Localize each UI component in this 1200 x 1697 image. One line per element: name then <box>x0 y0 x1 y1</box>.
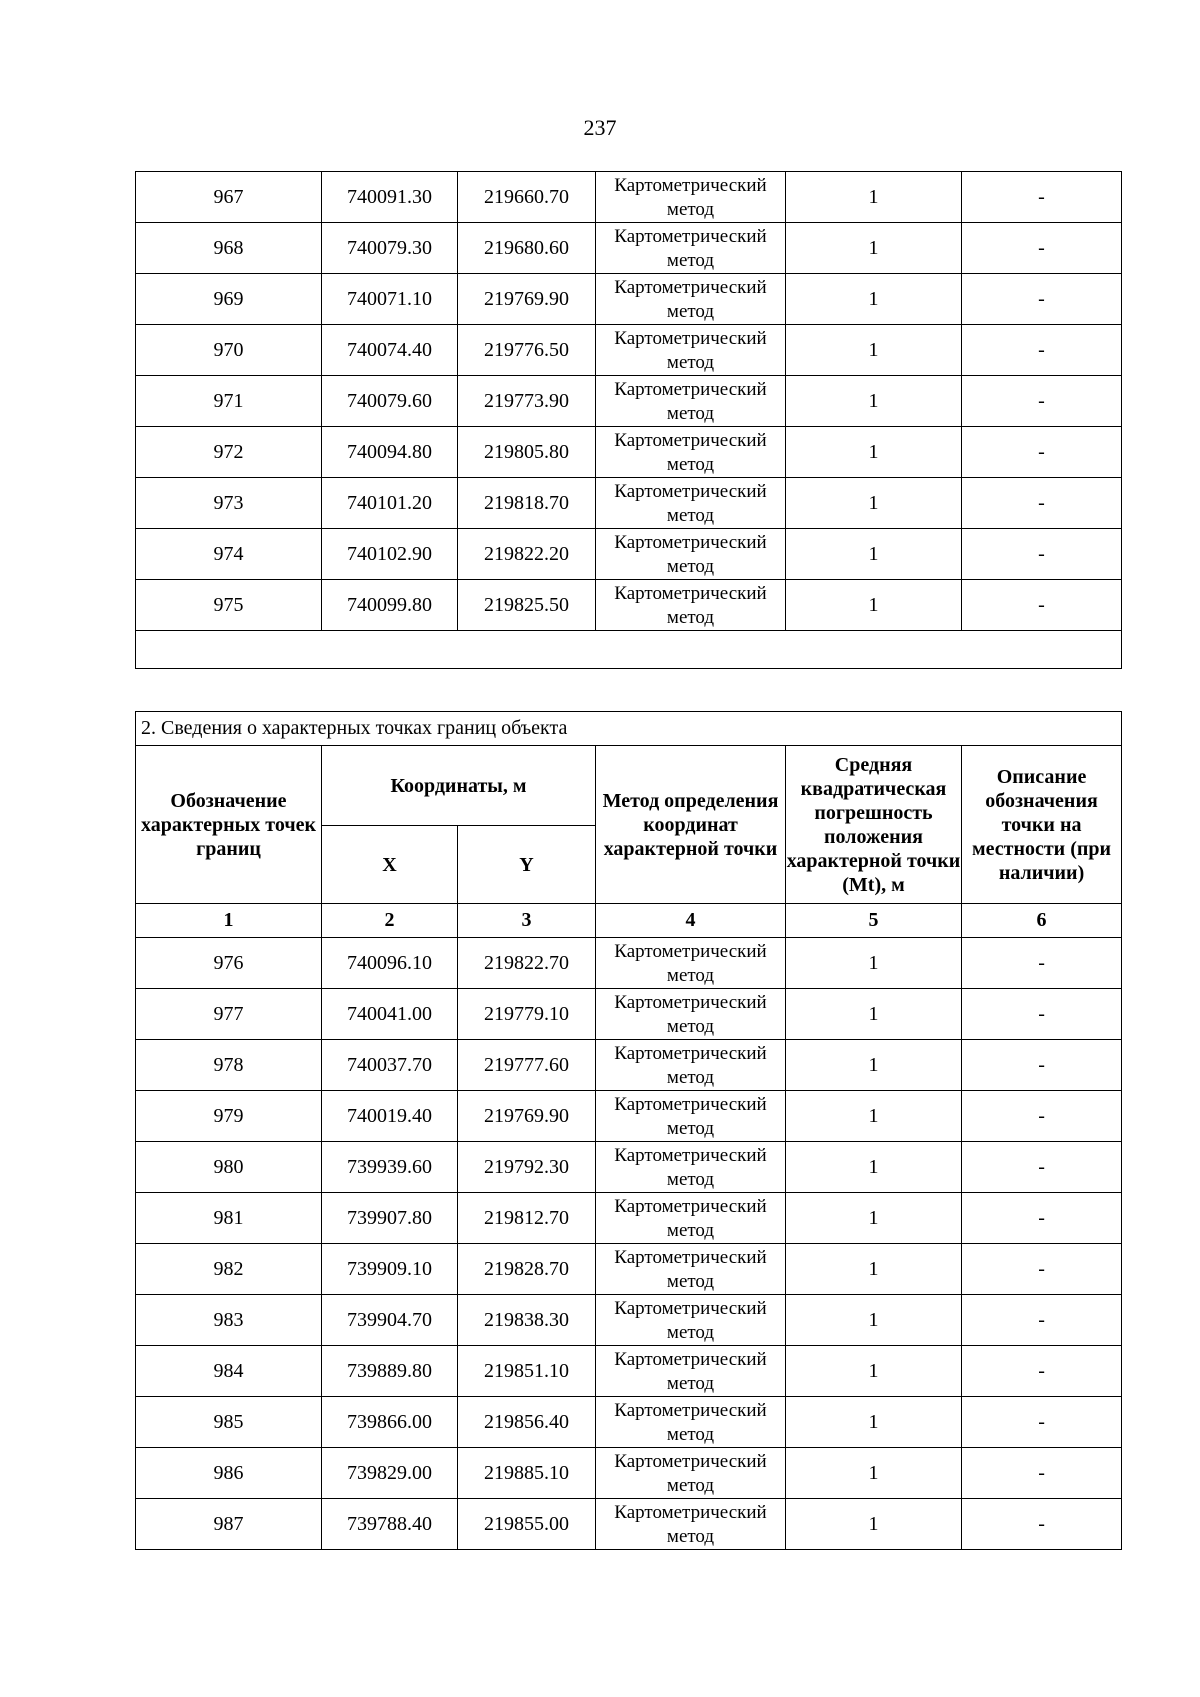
x-coordinate-cell: 740074.40 <box>322 325 458 376</box>
x-coordinate-cell: 739909.10 <box>322 1244 458 1295</box>
x-coordinate-cell: 740079.60 <box>322 376 458 427</box>
y-coordinate-cell: 219805.80 <box>458 427 596 478</box>
y-coordinate-cell: 219660.70 <box>458 172 596 223</box>
table-row <box>136 1346 1122 1397</box>
mean-error-cell: 1 <box>786 1193 962 1244</box>
header-coordinates: Координаты, м <box>322 746 596 826</box>
header-method: Метод определения координат характерной точки <box>596 746 786 904</box>
mean-error-cell: 1 <box>786 938 962 989</box>
mean-error-cell: 1 <box>786 1295 962 1346</box>
y-coordinate-cell: 219680.60 <box>458 223 596 274</box>
method-cell: Картометрический метод <box>596 325 786 376</box>
point-cell: 969 <box>136 274 322 325</box>
table-row <box>136 376 1122 427</box>
table-row <box>136 1142 1122 1193</box>
description-cell: - <box>962 1448 1122 1499</box>
column-number: 2 <box>322 904 458 938</box>
table-row <box>136 1091 1122 1142</box>
mean-error-cell: 1 <box>786 172 962 223</box>
table-row <box>136 1397 1122 1448</box>
y-coordinate-cell: 219856.40 <box>458 1397 596 1448</box>
mean-error-cell: 1 <box>786 478 962 529</box>
x-coordinate-cell: 740101.20 <box>322 478 458 529</box>
description-cell: - <box>962 1295 1122 1346</box>
y-coordinate-cell: 219822.70 <box>458 938 596 989</box>
point-cell: 970 <box>136 325 322 376</box>
y-coordinate-cell: 219812.70 <box>458 1193 596 1244</box>
column-number: 4 <box>596 904 786 938</box>
point-cell: 968 <box>136 223 322 274</box>
mean-error-cell: 1 <box>786 1397 962 1448</box>
header-description: Описание обозначения точки на местности (при наличии) <box>962 746 1122 904</box>
column-number: 6 <box>962 904 1122 938</box>
description-cell: - <box>962 1499 1122 1550</box>
x-coordinate-cell: 740099.80 <box>322 580 458 631</box>
table-row <box>136 172 1122 223</box>
method-cell: Картометрический метод <box>596 1244 786 1295</box>
method-cell: Картометрический метод <box>596 427 786 478</box>
x-coordinate-cell: 740091.30 <box>322 172 458 223</box>
method-cell: Картометрический метод <box>596 1040 786 1091</box>
table-row <box>136 1040 1122 1091</box>
method-cell: Картометрический метод <box>596 478 786 529</box>
mean-error-cell: 1 <box>786 529 962 580</box>
point-cell: 978 <box>136 1040 322 1091</box>
mean-error-cell: 1 <box>786 376 962 427</box>
y-coordinate-cell: 219769.90 <box>458 1091 596 1142</box>
point-cell: 982 <box>136 1244 322 1295</box>
mean-error-cell: 1 <box>786 1244 962 1295</box>
table-row <box>136 325 1122 376</box>
column-number: 3 <box>458 904 596 938</box>
description-cell: - <box>962 938 1122 989</box>
mean-error-cell: 1 <box>786 1142 962 1193</box>
method-cell: Картометрический метод <box>596 1193 786 1244</box>
description-cell: - <box>962 274 1122 325</box>
x-coordinate-cell: 740041.00 <box>322 989 458 1040</box>
mean-error-cell: 1 <box>786 1346 962 1397</box>
method-cell: Картометрический метод <box>596 989 786 1040</box>
description-cell: - <box>962 325 1122 376</box>
y-coordinate-cell: 219777.60 <box>458 1040 596 1091</box>
point-cell: 973 <box>136 478 322 529</box>
description-cell: - <box>962 1397 1122 1448</box>
method-cell: Картометрический метод <box>596 1448 786 1499</box>
method-cell: Картометрический метод <box>596 1499 786 1550</box>
method-cell: Картометрический метод <box>596 580 786 631</box>
description-cell: - <box>962 1040 1122 1091</box>
method-cell: Картометрический метод <box>596 938 786 989</box>
table-row <box>136 223 1122 274</box>
header-y: Y <box>458 826 596 904</box>
point-cell: 979 <box>136 1091 322 1142</box>
method-cell: Картометрический метод <box>596 1142 786 1193</box>
header-mean-error: Средняя квадратическая погрешность положения характерной точки (Mt), м <box>786 746 962 904</box>
point-cell: 975 <box>136 580 322 631</box>
x-coordinate-cell: 739939.60 <box>322 1142 458 1193</box>
x-coordinate-cell: 739889.80 <box>322 1346 458 1397</box>
page-number: 237 <box>583 115 617 140</box>
description-cell: - <box>962 1193 1122 1244</box>
x-coordinate-cell: 739866.00 <box>322 1397 458 1448</box>
header-point-designation: Обозначение характерных точек границ <box>136 746 322 904</box>
empty-row <box>136 631 1122 669</box>
column-number: 1 <box>136 904 322 938</box>
column-number: 5 <box>786 904 962 938</box>
y-coordinate-cell: 219792.30 <box>458 1142 596 1193</box>
description-cell: - <box>962 580 1122 631</box>
mean-error-cell: 1 <box>786 427 962 478</box>
description-cell: - <box>962 1346 1122 1397</box>
method-cell: Картометрический метод <box>596 274 786 325</box>
y-coordinate-cell: 219773.90 <box>458 376 596 427</box>
column-number-row <box>136 904 1122 938</box>
coordinates-table-continued <box>135 171 1122 669</box>
table-row <box>136 989 1122 1040</box>
mean-error-cell: 1 <box>786 1091 962 1142</box>
x-coordinate-cell: 740094.80 <box>322 427 458 478</box>
method-cell: Картометрический метод <box>596 529 786 580</box>
x-coordinate-cell: 740071.10 <box>322 274 458 325</box>
y-coordinate-cell: 219822.20 <box>458 529 596 580</box>
x-coordinate-cell: 740102.90 <box>322 529 458 580</box>
point-cell: 972 <box>136 427 322 478</box>
point-cell: 980 <box>136 1142 322 1193</box>
x-coordinate-cell: 739829.00 <box>322 1448 458 1499</box>
description-cell: - <box>962 529 1122 580</box>
description-cell: - <box>962 427 1122 478</box>
point-cell: 971 <box>136 376 322 427</box>
point-cell: 967 <box>136 172 322 223</box>
table-row <box>136 938 1122 989</box>
table-row <box>136 1448 1122 1499</box>
point-cell: 974 <box>136 529 322 580</box>
empty-cell <box>136 631 1122 669</box>
mean-error-cell: 1 <box>786 580 962 631</box>
x-coordinate-cell: 740096.10 <box>322 938 458 989</box>
point-cell: 976 <box>136 938 322 989</box>
y-coordinate-cell: 219855.00 <box>458 1499 596 1550</box>
x-coordinate-cell: 740037.70 <box>322 1040 458 1091</box>
y-coordinate-cell: 219769.90 <box>458 274 596 325</box>
mean-error-cell: 1 <box>786 1499 962 1550</box>
point-cell: 985 <box>136 1397 322 1448</box>
table-row <box>136 274 1122 325</box>
table-body <box>136 172 1122 631</box>
x-coordinate-cell: 740079.30 <box>322 223 458 274</box>
table-row <box>136 580 1122 631</box>
x-coordinate-cell: 740019.40 <box>322 1091 458 1142</box>
point-cell: 977 <box>136 989 322 1040</box>
y-coordinate-cell: 219885.10 <box>458 1448 596 1499</box>
method-cell: Картометрический метод <box>596 1091 786 1142</box>
table-row <box>136 529 1122 580</box>
method-cell: Картометрический метод <box>596 172 786 223</box>
table-row <box>136 1244 1122 1295</box>
description-cell: - <box>962 1091 1122 1142</box>
mean-error-cell: 1 <box>786 1040 962 1091</box>
table-body <box>136 938 1122 1550</box>
mean-error-cell: 1 <box>786 223 962 274</box>
y-coordinate-cell: 219828.70 <box>458 1244 596 1295</box>
method-cell: Картометрический метод <box>596 376 786 427</box>
section-title: 2. Сведения о характерных точках границ объекта <box>136 712 1122 746</box>
mean-error-cell: 1 <box>786 274 962 325</box>
description-cell: - <box>962 1142 1122 1193</box>
point-cell: 983 <box>136 1295 322 1346</box>
point-cell: 981 <box>136 1193 322 1244</box>
y-coordinate-cell: 219838.30 <box>458 1295 596 1346</box>
description-cell: - <box>962 1244 1122 1295</box>
table-row <box>136 1499 1122 1550</box>
x-coordinate-cell: 739907.80 <box>322 1193 458 1244</box>
description-cell: - <box>962 478 1122 529</box>
y-coordinate-cell: 219851.10 <box>458 1346 596 1397</box>
method-cell: Картометрический метод <box>596 223 786 274</box>
y-coordinate-cell: 219776.50 <box>458 325 596 376</box>
method-cell: Картометрический метод <box>596 1397 786 1448</box>
description-cell: - <box>962 376 1122 427</box>
description-cell: - <box>962 989 1122 1040</box>
point-cell: 987 <box>136 1499 322 1550</box>
method-cell: Картометрический метод <box>596 1295 786 1346</box>
mean-error-cell: 1 <box>786 325 962 376</box>
mean-error-cell: 1 <box>786 1448 962 1499</box>
method-cell: Картометрический метод <box>596 1346 786 1397</box>
x-coordinate-cell: 739904.70 <box>322 1295 458 1346</box>
point-cell: 986 <box>136 1448 322 1499</box>
table-row <box>136 1193 1122 1244</box>
y-coordinate-cell: 219818.70 <box>458 478 596 529</box>
description-cell: - <box>962 223 1122 274</box>
y-coordinate-cell: 219779.10 <box>458 989 596 1040</box>
y-coordinate-cell: 219825.50 <box>458 580 596 631</box>
header-x: X <box>322 826 458 904</box>
mean-error-cell: 1 <box>786 989 962 1040</box>
table-row <box>136 1295 1122 1346</box>
boundary-points-table <box>135 711 1122 1550</box>
x-coordinate-cell: 739788.40 <box>322 1499 458 1550</box>
description-cell: - <box>962 172 1122 223</box>
table-row <box>136 478 1122 529</box>
point-cell: 984 <box>136 1346 322 1397</box>
table-row <box>136 427 1122 478</box>
